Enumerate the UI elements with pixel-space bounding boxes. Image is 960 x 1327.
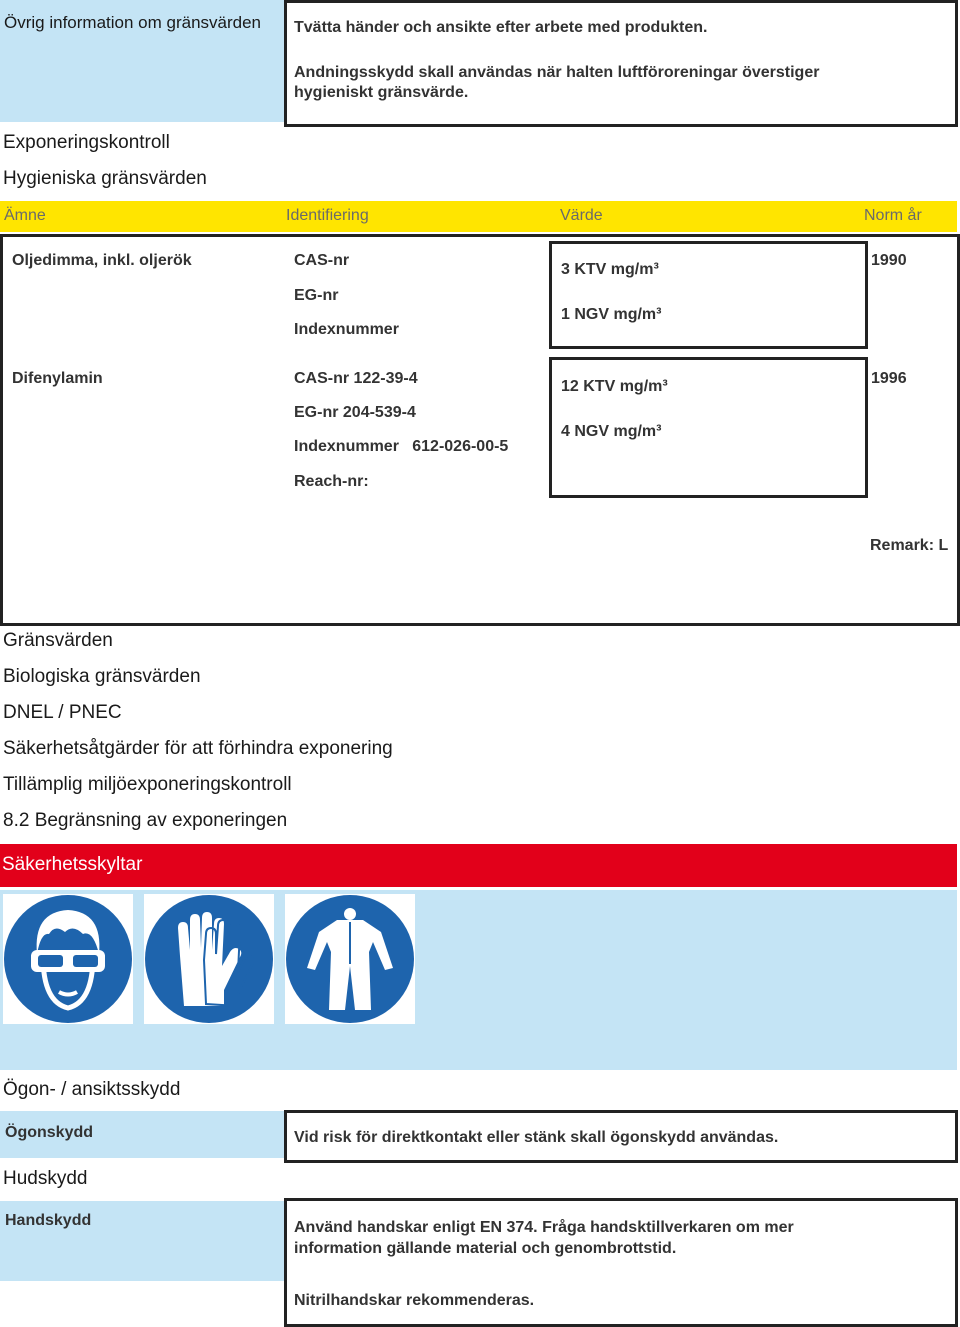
col-substance: Ämne — [4, 207, 46, 224]
row2-value-ngv: 4 NGV mg/m³ — [561, 423, 662, 440]
face-goggles-icon — [3, 894, 133, 1024]
hand-text2: Nitrilhandskar rekommenderas. — [294, 1292, 535, 1309]
gloves-icon — [144, 894, 274, 1024]
row2-id-eg: EG-nr 204-539-4 — [294, 404, 416, 421]
safety-signs-title: Säkerhetsskyltar — [2, 854, 143, 875]
row2-id-reach: Reach-nr: — [294, 473, 369, 490]
protective-suit-icon — [285, 894, 415, 1024]
env-control-heading: Tillämplig miljöexponeringskontroll — [3, 774, 292, 795]
col-identification: Identifiering — [286, 207, 369, 224]
section-8-2-heading: 8.2 Begränsning av exponeringen — [3, 810, 288, 831]
row1-value-ktv: 3 KTV mg/m³ — [561, 261, 659, 278]
row2-substance: Difenylamin — [12, 370, 103, 387]
safety-signs-banner — [0, 844, 957, 887]
hand-label: Handskydd — [5, 1212, 92, 1229]
hygienic-limits-heading: Hygieniska gränsvärden — [3, 168, 207, 189]
row2-value-ktv: 12 KTV mg/m³ — [561, 378, 668, 395]
dnel-heading: DNEL / PNEC — [3, 702, 122, 723]
row1-id-eg: EG-nr — [294, 287, 339, 304]
eye-text: Vid risk för direktkontakt eller stänk skall ögonskydd användas. — [294, 1129, 779, 1146]
exposure-control-heading: Exponeringskontroll — [3, 132, 170, 153]
col-norm-year: Norm år — [864, 207, 922, 224]
col-value: Värde — [560, 207, 603, 224]
skin-protection-heading: Hudskydd — [3, 1168, 88, 1189]
row2-id-index: Indexnummer 612-026-00-5 — [294, 438, 509, 455]
other-info-line2: Andningsskydd skall användas när halten luftföroreningar överstiger hygieniskt gränsvärde. — [294, 64, 820, 101]
eye-label: Ögonskydd — [5, 1124, 94, 1141]
hand-text1: Använd handskar enligt EN 374. Fråga handsktillverkaren om mer information gällande material och genombrottstid. — [294, 1219, 794, 1257]
row2-year: 1996 — [871, 370, 907, 387]
row1-value-box — [549, 241, 868, 349]
other-info-label: Övrig information om gränsvärden — [4, 13, 262, 32]
row2-id-cas: CAS-nr 122-39-4 — [294, 370, 418, 387]
safety-measures-heading: Säkerhetsåtgärder för att förhindra exponering — [3, 738, 393, 759]
other-info-line1: Tvätta händer och ansikte efter arbete med produkten. — [294, 19, 708, 36]
table-header — [0, 201, 957, 232]
limits-heading: Gränsvärden — [3, 630, 113, 651]
row1-substance: Oljedimma, inkl. oljerök — [12, 252, 192, 269]
remark: Remark: L — [870, 537, 949, 554]
row1-year: 1990 — [871, 252, 907, 269]
bio-limits-heading: Biologiska gränsvärden — [3, 666, 201, 687]
row1-id-cas: CAS-nr — [294, 252, 350, 269]
eye-protection-heading: Ögon- / ansiktsskydd — [3, 1079, 181, 1100]
row1-value-ngv: 1 NGV mg/m³ — [561, 306, 662, 323]
row1-id-index: Indexnummer — [294, 321, 399, 338]
